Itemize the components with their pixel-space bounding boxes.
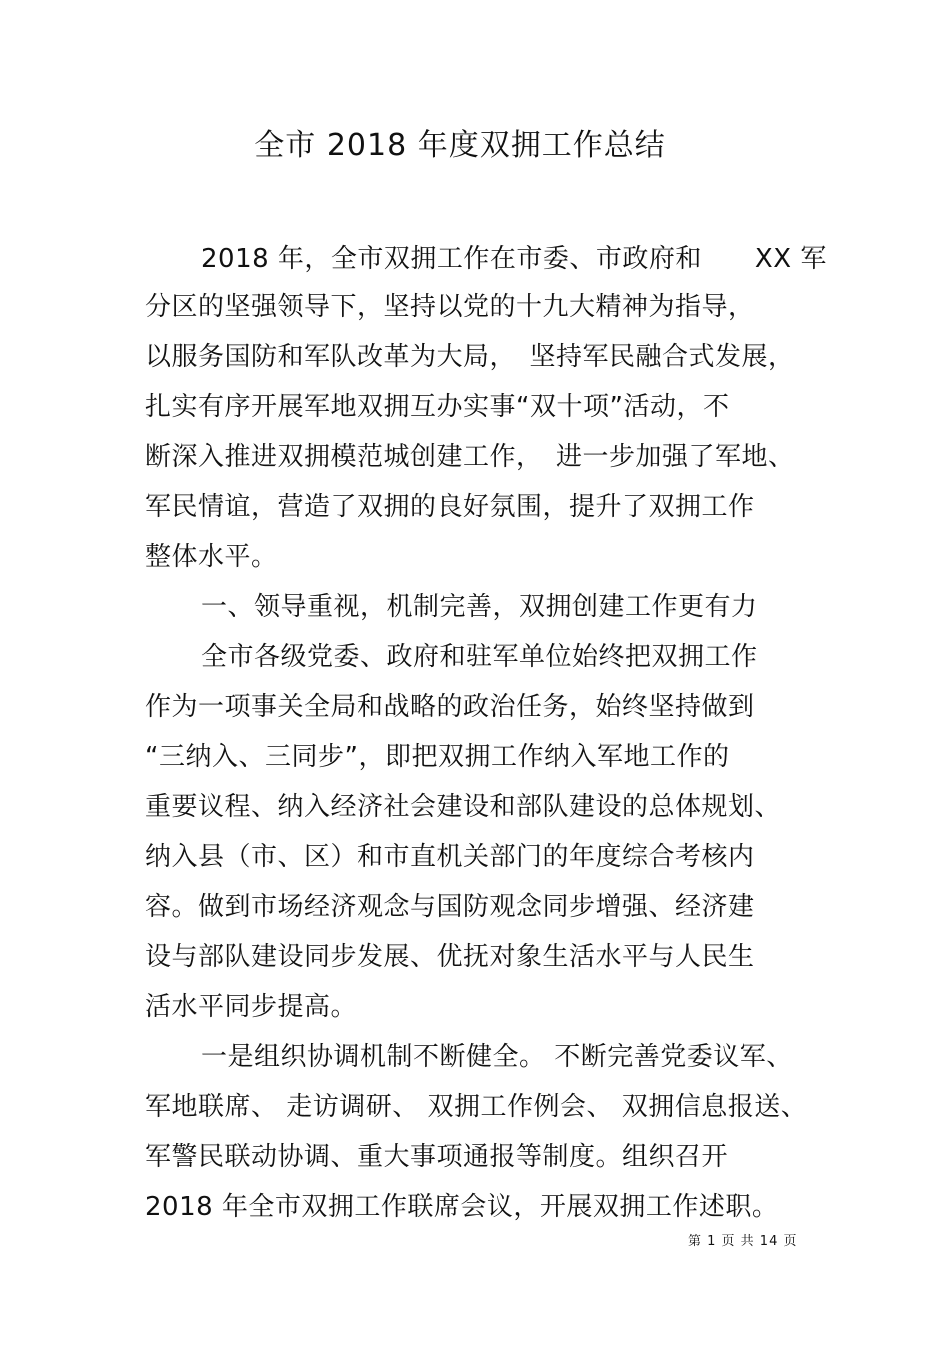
body-line-16: 活水平同步提高。	[145, 992, 358, 1022]
section-heading-1: 一、领导重视，机制完善，双拥创建工作更有力	[201, 592, 758, 622]
body-line-7: 整体水平。	[145, 542, 278, 572]
page-number-footer: 第 1 页 共 14 页	[688, 1234, 798, 1249]
body-line-18: 军地联席、 走访调研、 双拥工作例会、 双拥信息报送、	[145, 1092, 808, 1122]
body-line-20: 2018 年全市双拥工作联席会议，开展双拥工作述职。	[145, 1192, 779, 1222]
body-line-1: 2018 年，全市双拥工作在市委、市政府和 XX 军	[201, 244, 827, 274]
body-line-9: 全市各级党委、政府和驻军单位始终把双拥工作	[201, 642, 758, 672]
body-line-10: 作为一项事关全局和战略的政治任务，始终坚持做到	[145, 692, 755, 722]
body-line-13: 纳入县（市、区）和市直机关部门的年度综合考核内	[145, 842, 755, 872]
body-line-3: 以服务国防和军队改革为大局， 坚持军民融合式发展，	[145, 342, 795, 372]
body-line-12: 重要议程、纳入经济社会建设和部队建设的总体规划、	[145, 792, 782, 822]
body-line-14: 容。做到市场经济观念与国防观念同步增强、经济建	[145, 892, 755, 922]
body-line-4: 扎实有序开展军地双拥互办实事“双十项”活动，不	[145, 392, 730, 422]
body-line-5: 断深入推进双拥模范城创建工作， 进一步加强了军地、	[145, 442, 795, 472]
body-line-2: 分区的坚强领导下，坚持以党的十九大精神为指导，	[145, 292, 755, 322]
body-line-6: 军民情谊，营造了双拥的良好氛围，提升了双拥工作	[145, 492, 755, 522]
body-line-15: 设与部队建设同步发展、优抚对象生活水平与人民生	[145, 942, 755, 972]
document-title: 全市 2018 年度双拥工作总结	[254, 128, 666, 163]
body-line-11: “三纳入、三同步”，即把双拥工作纳入军地工作的	[145, 742, 730, 772]
body-line-19: 军警民联动协调、重大事项通报等制度。组织召开	[145, 1142, 729, 1172]
body-line-17: 一是组织协调机制不断健全。 不断完善党委议军、	[201, 1042, 793, 1072]
